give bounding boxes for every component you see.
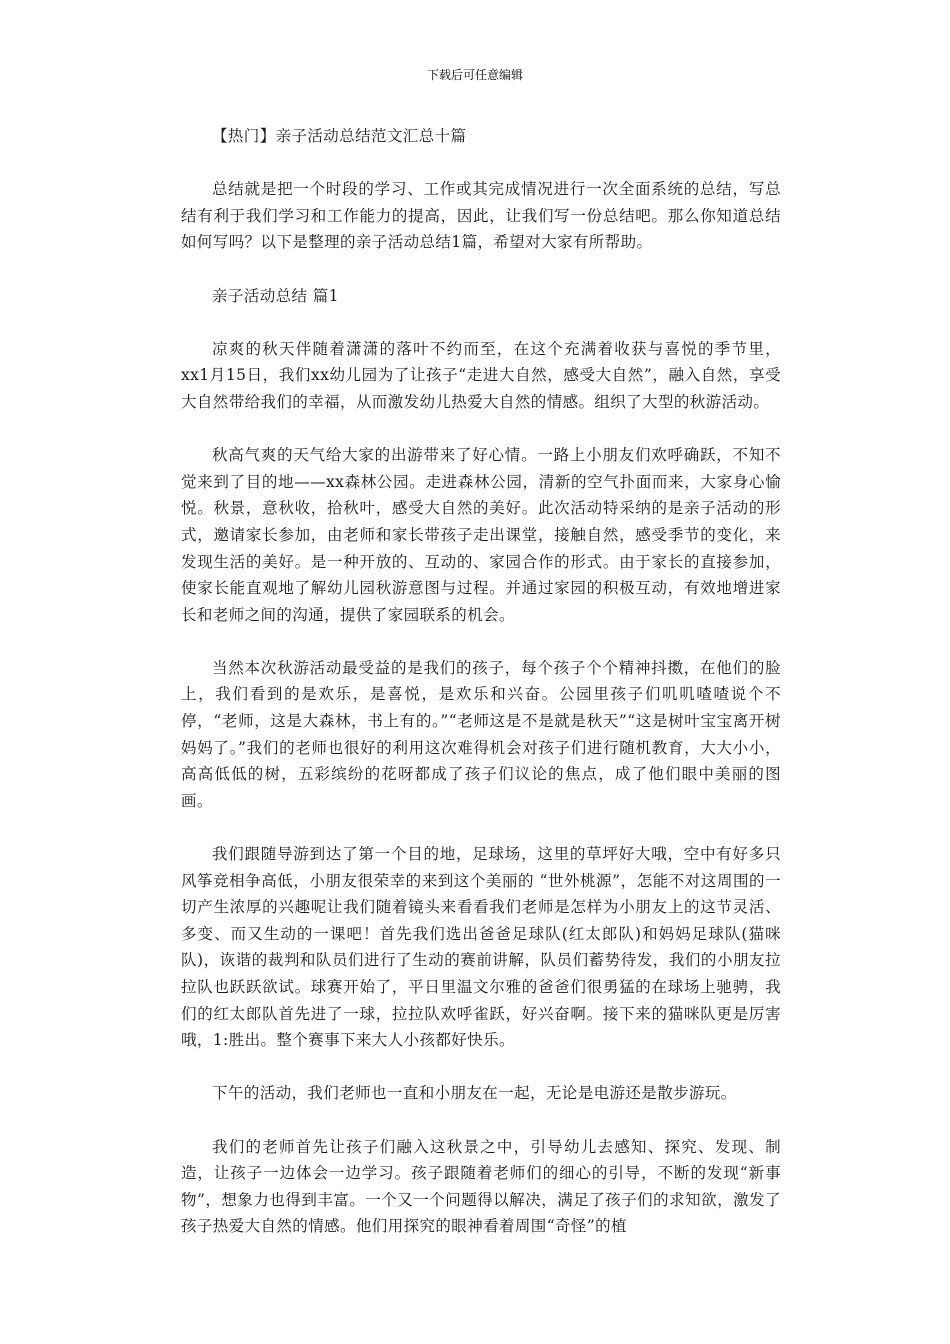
header-note: 下载后可任意编辑 [426, 68, 523, 82]
intro-paragraph: 总结就是把一个时段的学习、工作或其完成情况进行一次全面系统的总结，写总结有利于我们学习和工作能力的提高，因此，让我们写一份总结吧。那么你知道总结如何写吗？以下是整理的亲子活动总结1篇，希望对大家有所帮助。 [181, 180, 781, 252]
document-body [181, 123, 781, 1267]
body-paragraph: 秋高气爽的天气给大家的出游带来了好心情。一路上小朋友们欢呼确跃，不知不觉来到了目的地——xx森林公园。走进森林公园，清新的空气扑面而来，大家身心愉悦。秋景，意秋收，拾秋叶，感受大自然的美好。此次活动特采纳的是亲子活动的形式，邀请家长参加，由老师和家长带孩子走出课堂，接触自然，感受季节的变化，来发现生活的美好。是一种开放的、互动的、家园合作的形式。由于家长的直接参加，使家长能直观地了解幼儿园秋游意图与过程。并通过家园的积极互动，有效地增进家长和老师之间的沟通，提供了家园联系的机会。 [181, 446, 781, 624]
section-heading: 亲子活动总结 篇1 [212, 286, 339, 305]
body-paragraph: 凉爽的秋天伴随着潇潇的落叶不约而至，在这个充满着收获与喜悦的季节里，xx1月15日，我们xx幼儿园为了让孩子“走进大自然，感受大自然”，融入自然，享受大自然带给我们的幸福，从而激发幼儿热爱大自然的情感。组织了大型的秋游活动。 [181, 339, 781, 411]
body-paragraph: 我们的老师首先让孩子们融入这秋景之中，引导幼儿去感知、探究、发现、制造，让孩子一边体会一边学习。孩子跟随着老师们的细心的引导，不断的发现“新事物”，想象力也得到丰富。一个又一个问题得以解决，满足了孩子们的求知欲，激发了孩子热爱大自然的情感。他们用探究的眼神看着周围“奇怪”的植 [181, 1137, 781, 1236]
body-paragraph: 我们跟随导游到达了第一个目的地，足球场，这里的草坪好大哦，空中有好多只风筝竞相争高低，小朋友很荣幸的来到这个美丽的 “世外桃源”，怎能不对这周围的一切产生浓厚的兴趣呢让我们随着镜头来看看我们老师是怎样为小朋友上的这节灵活、多变、而又生动的一课吧！首先我们选出爸爸足球队(红太郎队)和妈妈足球队(猫咪队)，诙谐的裁判和队员们进行了生动的赛前讲解，队员们蓄势待发，我们的小朋友拉拉队也跃跃欲试。球赛开始了，平日里温文尔雅的爸爸们很勇猛的在球场上驰骋，我们的红太郎队首先进了一球，拉拉队欢呼雀跃，好兴奋啊。接下来的猫咪队更是厉害哦，1:胜出。整个赛事下来大人小孩都好快乐。 [181, 845, 781, 1050]
body-paragraph: 下午的活动，我们老师也一直和小朋友在一起，无论是电游还是散步游玩。 [212, 1084, 737, 1103]
document-title: 【热门】亲子活动总结范文汇总十篇 [212, 127, 467, 145]
body-paragraph: 当然本次秋游活动最受益的是我们的孩子，每个孩子个个精神抖擞，在他们的脸上，我们看到的是欢乐，是喜悦，是欢乐和兴奋。公园里孩子们叽叽喳喳说个不停，“老师，这是大森林，书上有的。”“老师这是不是就是秋天”“这是树叶宝宝离开树妈妈了。”我们的老师也很好的利用这次难得机会对孩子们进行随机教育，大大小小，高高低低的树，五彩缤纷的花呀都成了孩子们议论的焦点，成了他们眼中美丽的图画。 [181, 658, 781, 810]
